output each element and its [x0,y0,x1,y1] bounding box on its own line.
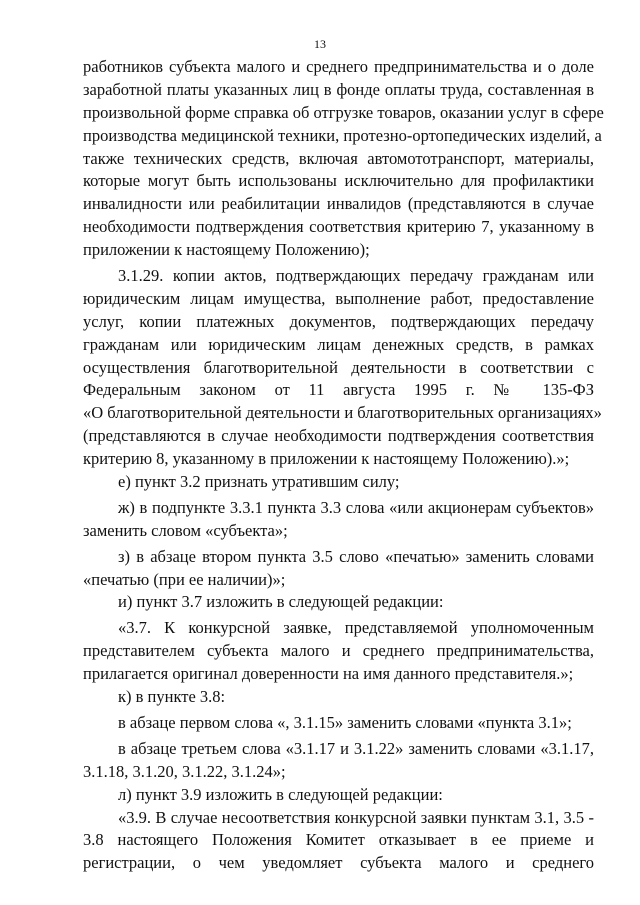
text-line: регистрации, о чем уведомляет субъекта малого и среднего [83,853,594,873]
text-line: е) пункт 3.2 признать утратившим силу; [118,472,400,492]
text-line: «3.9. В случае несоответствия конкурсной заявки пунктам 3.1, 3.5 - [118,807,594,827]
text-line: 3.1.18, 3.1.20, 3.1.22, 3.1.24»; [83,761,286,781]
text-line: и) пункт 3.7 изложить в следующей редакции: [118,592,444,612]
text-line: инвалидности или реабилитации инвалидов (представляются в случае [83,194,594,214]
text-line: услуг, копии платежных документов, подтверждающих передачу [83,311,594,331]
text-line: «печатью (при ее наличии)»; [83,569,286,589]
text-line: л) пункт 3.9 изложить в следующей редакции: [118,784,443,804]
text-line: представителем субъекта малого и среднего предпринимательства, [83,641,594,661]
text-line: заменить словом «субъекта»; [83,520,288,540]
text-line: в абзаце третьем слова «3.1.17 и 3.1.22» заменить словами «3.1.17, [118,738,594,758]
text-line: 3.1.29. копии актов, подтверждающих передачу гражданам или [118,266,594,286]
text-line: производства медицинской техники, протезно-ортопедических изделий, а [83,125,602,145]
document-body [83,56,604,875]
text-line: произвольной форме справка об отгрузке товаров, оказании услуг в сфере [83,102,604,122]
text-line: гражданам или юридическим лицам денежных средств, в рамках [83,334,594,354]
text-line: работников субъекта малого и среднего предпринимательства и о доле [83,57,594,76]
text-line: (представляются в случае необходимости подтверждения соответствия [83,426,594,446]
text-line: в абзаце первом слова «, 3.1.15» заменить словами «пункта 3.1»; [118,712,572,732]
text-line: прилагается оригинал доверенности на имя данного представителя.»; [83,664,574,684]
text-line: критерию 8, указанному в приложении к настоящему Положению).»; [83,449,570,469]
text-line: также технических средств, включая автомототранспорт, материалы, [83,148,594,168]
text-line: осуществления благотворительной деятельности в соответствии с [83,357,594,377]
text-line: 3.8 настоящего Положения Комитет отказывает в ее приеме и [83,830,594,850]
text-line: «3.7. К конкурсной заявке, представляемой уполномоченным [118,618,594,638]
text-line: которые могут быть использованы исключительно для профилактики [83,171,594,191]
text-line: ж) в подпункте 3.3.1 пункта 3.3 слова «или акционерам субъектов» [118,497,594,517]
text-line: Федеральным законом от 11 августа 1995 г. № 135-ФЗ [83,380,594,400]
text-line: юридическим лицам имущества, выполнение работ, предоставление [83,288,594,308]
text-line: приложении к настоящему Положению); [83,240,370,260]
page-number: 13 [314,37,326,51]
text-line: необходимости подтверждения соответствия критерию 7, указанному в [83,217,594,237]
text-line: заработной платы указанных лиц в фонде оплаты труда, составленная в [83,79,594,99]
text-line: «О благотворительной деятельности и благотворительных организациях» [83,403,602,423]
text-line: з) в абзаце втором пункта 3.5 слово «печатью» заменить словами [118,546,594,566]
text-line: к) в пункте 3.8: [118,687,226,707]
